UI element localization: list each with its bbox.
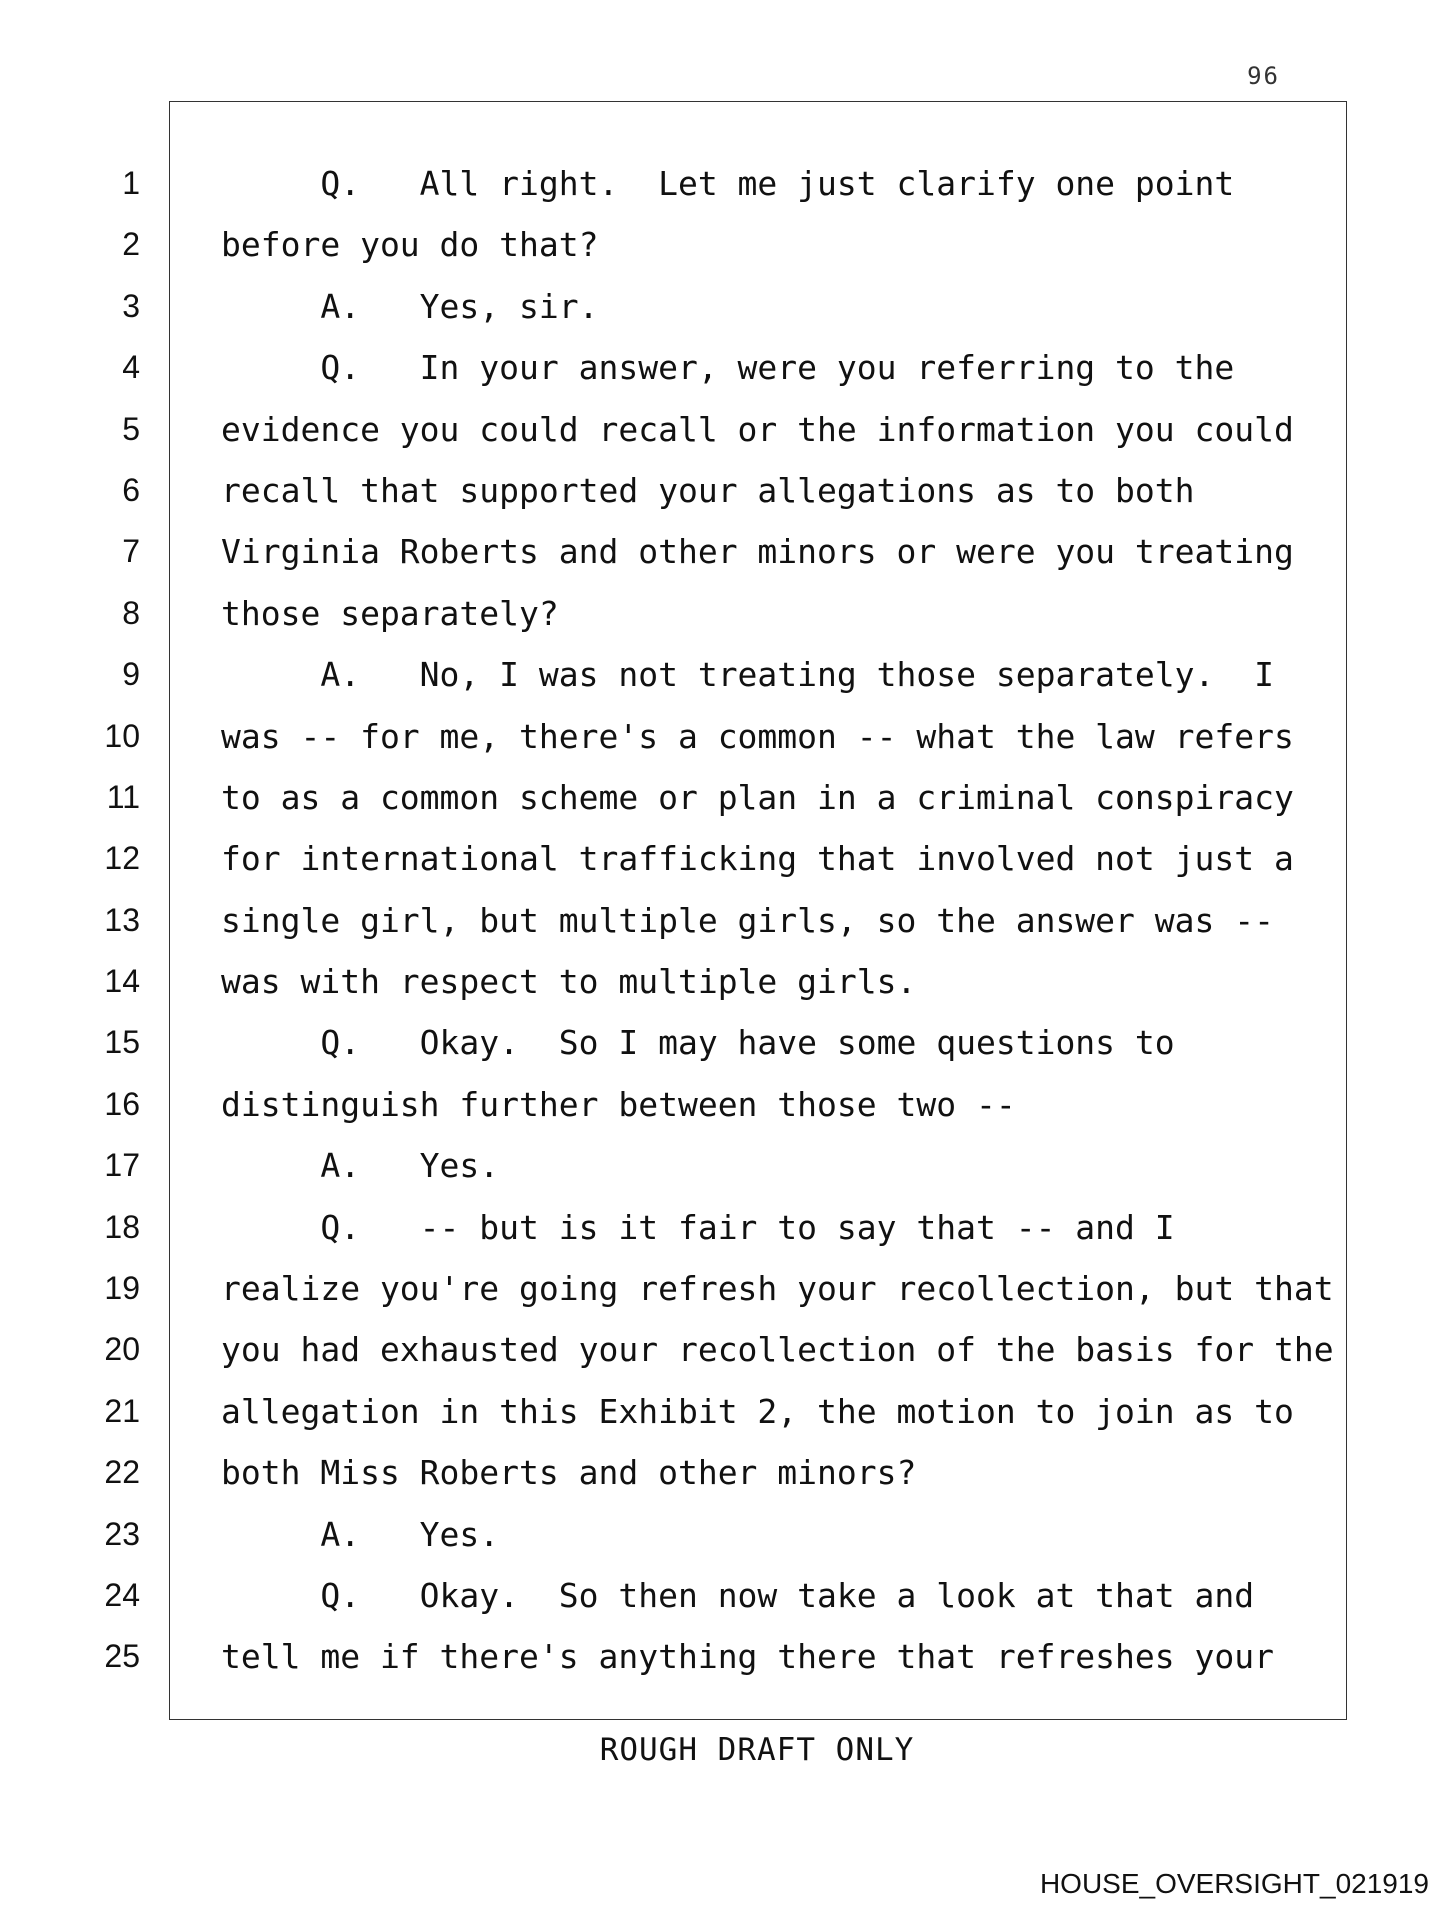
line-number: 21 — [104, 1392, 140, 1429]
transcript-line: Q. -- but is it fair to say that -- and I — [221, 1207, 1175, 1247]
line-number: 2 — [122, 226, 140, 263]
line-number: 13 — [104, 901, 140, 938]
line-number: 24 — [104, 1576, 140, 1613]
transcript-text — [221, 153, 1334, 1688]
line-number: 23 — [104, 1515, 140, 1552]
transcript-line: Q. Okay. So then now take a look at that and — [221, 1575, 1255, 1615]
transcript-line: A. Yes, sir. — [221, 286, 599, 326]
transcript-line: was with respect to multiple girls. — [221, 962, 917, 1002]
transcript-line: for international trafficking that involved not just a — [221, 839, 1294, 879]
transcript-line: distinguish further between those two -- — [221, 1084, 1016, 1124]
line-number: 7 — [122, 533, 140, 570]
transcript-line: single girl, but multiple girls, so the answer was -- — [221, 900, 1274, 940]
line-number: 18 — [104, 1208, 140, 1245]
transcript-line: tell me if there's anything there that refreshes your — [221, 1637, 1274, 1677]
transcript-line: realize you're going refresh your recollection, but that — [221, 1269, 1334, 1309]
line-number: 5 — [122, 410, 140, 447]
transcript-line: was -- for me, there's a common -- what the law refers — [221, 716, 1294, 756]
line-number: 6 — [122, 471, 140, 508]
line-numbers-column — [70, 153, 140, 1688]
line-number: 1 — [122, 165, 140, 201]
transcript-line: Virginia Roberts and other minors or were you treating — [221, 532, 1294, 572]
transcript-line: recall that supported your allegations as to both — [221, 470, 1195, 510]
line-number: 16 — [104, 1085, 140, 1122]
line-number: 22 — [104, 1454, 140, 1491]
line-number: 25 — [104, 1638, 140, 1675]
line-number: 10 — [104, 717, 140, 754]
transcript-line: before you do that? — [221, 225, 599, 265]
transcript-line: you had exhausted your recollection of the basis for the — [221, 1330, 1334, 1370]
line-number: 20 — [104, 1331, 140, 1368]
line-number: 8 — [122, 594, 140, 631]
bates-number: HOUSE_OVERSIGHT_021919 — [1039, 1868, 1429, 1899]
transcript-line: both Miss Roberts and other minors? — [221, 1453, 917, 1493]
transcript-line: A. No, I was not treating those separately. I — [221, 655, 1274, 695]
line-number: 15 — [104, 1024, 140, 1061]
transcript-line: A. Yes. — [221, 1514, 500, 1554]
line-number: 17 — [104, 1147, 140, 1184]
page-number: 96 — [1247, 62, 1280, 90]
transcript-line: allegation in this Exhibit 2, the motion to join as to — [221, 1391, 1294, 1431]
transcript-line: Q. In your answer, were you referring to the — [221, 348, 1235, 388]
line-number: 11 — [106, 778, 140, 815]
transcript-line: Q. All right. Let me just clarify one point — [221, 164, 1235, 203]
line-number: 12 — [104, 840, 140, 877]
transcript-line: evidence you could recall or the information you could — [221, 409, 1294, 449]
line-number: 3 — [122, 287, 140, 324]
transcript-line: A. Yes. — [221, 1146, 500, 1186]
transcript-line: to as a common scheme or plan in a criminal conspiracy — [221, 777, 1294, 817]
transcript-line: those separately? — [221, 593, 559, 633]
line-number: 19 — [104, 1270, 140, 1307]
rough-draft-label: ROUGH DRAFT ONLY — [599, 1732, 915, 1768]
line-number: 14 — [104, 963, 140, 1000]
line-number: 4 — [122, 349, 140, 386]
line-number: 9 — [122, 656, 140, 693]
transcript-line: Q. Okay. So I may have some questions to — [221, 1023, 1175, 1063]
